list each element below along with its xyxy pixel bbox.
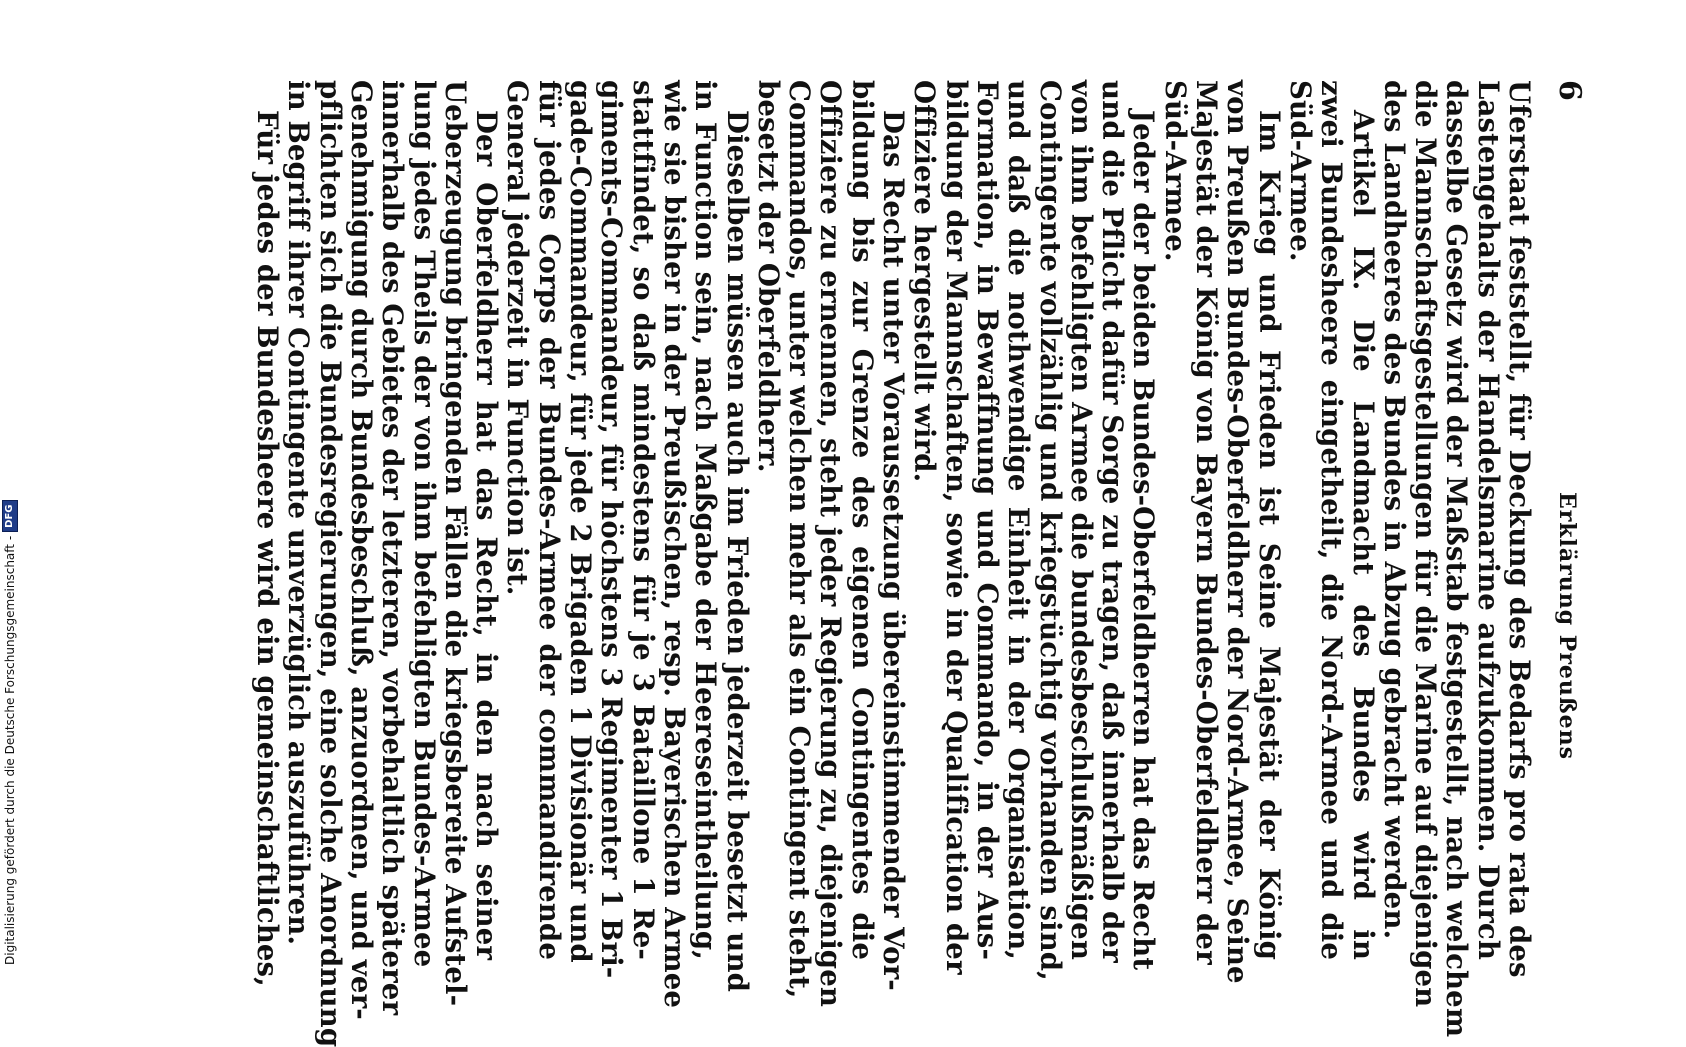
- text-line: bildung bis zur Grenze des eigenen Contingentes die: [845, 80, 879, 960]
- text-line: die Mannschaftsgestellungen für die Marine auf diejenigen: [1409, 80, 1443, 1008]
- text-line: in Begriff ihrer Contingente unverzüglich auszuführen.: [282, 80, 316, 946]
- text-line: stattfindet, so daß mindestens für je 3 Bataillone 1 Re-: [626, 80, 660, 960]
- text-line: Lastengehalts der Handelsmarine aufzukommen. Durch: [1471, 80, 1505, 960]
- text-line: Für jedes der Bundesheere wird ein gemeinschaftliches,: [251, 110, 285, 987]
- text-line: Ueberzeugung bringenden Fällen die kriegsbereite Aufstel-: [438, 80, 472, 1007]
- text-line: besetzt der Oberfeldherr.: [751, 80, 785, 473]
- text-line: giments-Commandeur, für höchstens 3 Regimenter 1 Bri-: [595, 80, 629, 979]
- text-line: zwei Bundesheere eingetheilt, die Nord-Armee und die: [1315, 80, 1349, 960]
- text-line: Majestät der König von Bayern Bundes-Oberfeldherr der: [1190, 80, 1224, 965]
- text-line: Uferstaat feststellt, für Deckung des Bedarfs pro rata des: [1503, 80, 1536, 978]
- credit-text: Digitalisierung gefördert durch die Deutsche Forschungsgemeinschaft -: [3, 535, 17, 965]
- page-number: 6: [1552, 80, 1587, 101]
- text-line: Dieselben müssen auch im Frieden jederzeit besetzt und: [720, 110, 754, 993]
- text-line: Genehmigung durch Bundesbeschluß, anzuordnen, und ver-: [345, 80, 379, 1020]
- rotated-page-content: [207, 80, 1587, 1047]
- text-line: General jederzeit in Function ist.: [501, 80, 535, 596]
- body-text: [251, 80, 1536, 1047]
- article-heading-line: Artikel IX. Die Landmacht des Bundes wird in: [1346, 110, 1380, 960]
- text-line: für jedes Corps der Bundes-Armee der commandirende: [532, 80, 566, 960]
- text-line: von Preußen Bundes-Oberfeldherr der Nord-Armee, Seine: [1221, 80, 1255, 984]
- digitization-credit: [2, 5, 18, 965]
- text-line: pflichten sich die Bundesregierungen, eine solche Anordnung: [313, 80, 347, 1047]
- text-line: lung jedes Theils der von ihm befehligten Bundes-Armee: [407, 80, 441, 968]
- text-line: Formation, in Bewaffnung und Commando, in der Aus-: [970, 80, 1004, 960]
- text-line: Das Recht unter Voraussetzung übereinstimmender Vor-: [877, 110, 911, 991]
- text-line: in Function sein, nach Maßgabe der Heereseintheilung,: [689, 80, 723, 960]
- text-line: Jeder der beiden Bundes-Oberfeldherren hat das Recht: [1127, 110, 1161, 971]
- text-line: Commandos, unter welchen mehr als ein Contingent steht,: [783, 80, 817, 999]
- text-line: Contingente vollzählig und kriegstüchtig vorhanden sind,: [1033, 80, 1067, 981]
- text-line: und die Pflicht dafür Sorge zu tragen, daß innerhalb der: [1096, 80, 1130, 963]
- page-header: [1535, 80, 1587, 960]
- text-line: Süd-Armee.: [1283, 80, 1317, 262]
- text-line: dasselbe Gesetz wird der Maßstab festgestellt, nach welchem: [1440, 80, 1474, 1038]
- text-line: und daß die nothwendige Einheit in der Organisation,: [1002, 80, 1036, 960]
- text-line: bildung der Mannschaften, sowie in der Qualification der: [939, 80, 973, 975]
- text-line: Offiziere hergestellt wird.: [908, 80, 942, 483]
- text-line: gade-Commandeur, für jede 2 Brigaden 1 Divisionär und: [564, 80, 598, 963]
- text-line: Im Krieg und Frieden ist Seine Majestät der König: [1252, 110, 1286, 960]
- text-line: von ihm befehligten Armee die bundesbeschlußmäßigen: [1064, 80, 1098, 960]
- text-line: innerhalb des Gebietes der letzteren, vorbehaltlich späterer: [376, 80, 410, 1016]
- dfg-logo: DFG: [2, 501, 18, 532]
- text-line: Offiziere zu ernennen, steht jeder Regierung zu, diejenigen: [814, 80, 848, 1008]
- text-line: Der Oberfeldherr hat das Recht, in den nach seiner: [470, 110, 504, 960]
- text-line: Süd-Armee.: [1158, 80, 1192, 262]
- text-line: wie sie bisher in der Preußischen, resp. Bayerischen Armee: [657, 80, 691, 1009]
- text-line: des Landheeres des Bundes in Abzug gebracht werden.: [1377, 80, 1411, 940]
- running-head: Erklärung Preußens: [1554, 491, 1580, 760]
